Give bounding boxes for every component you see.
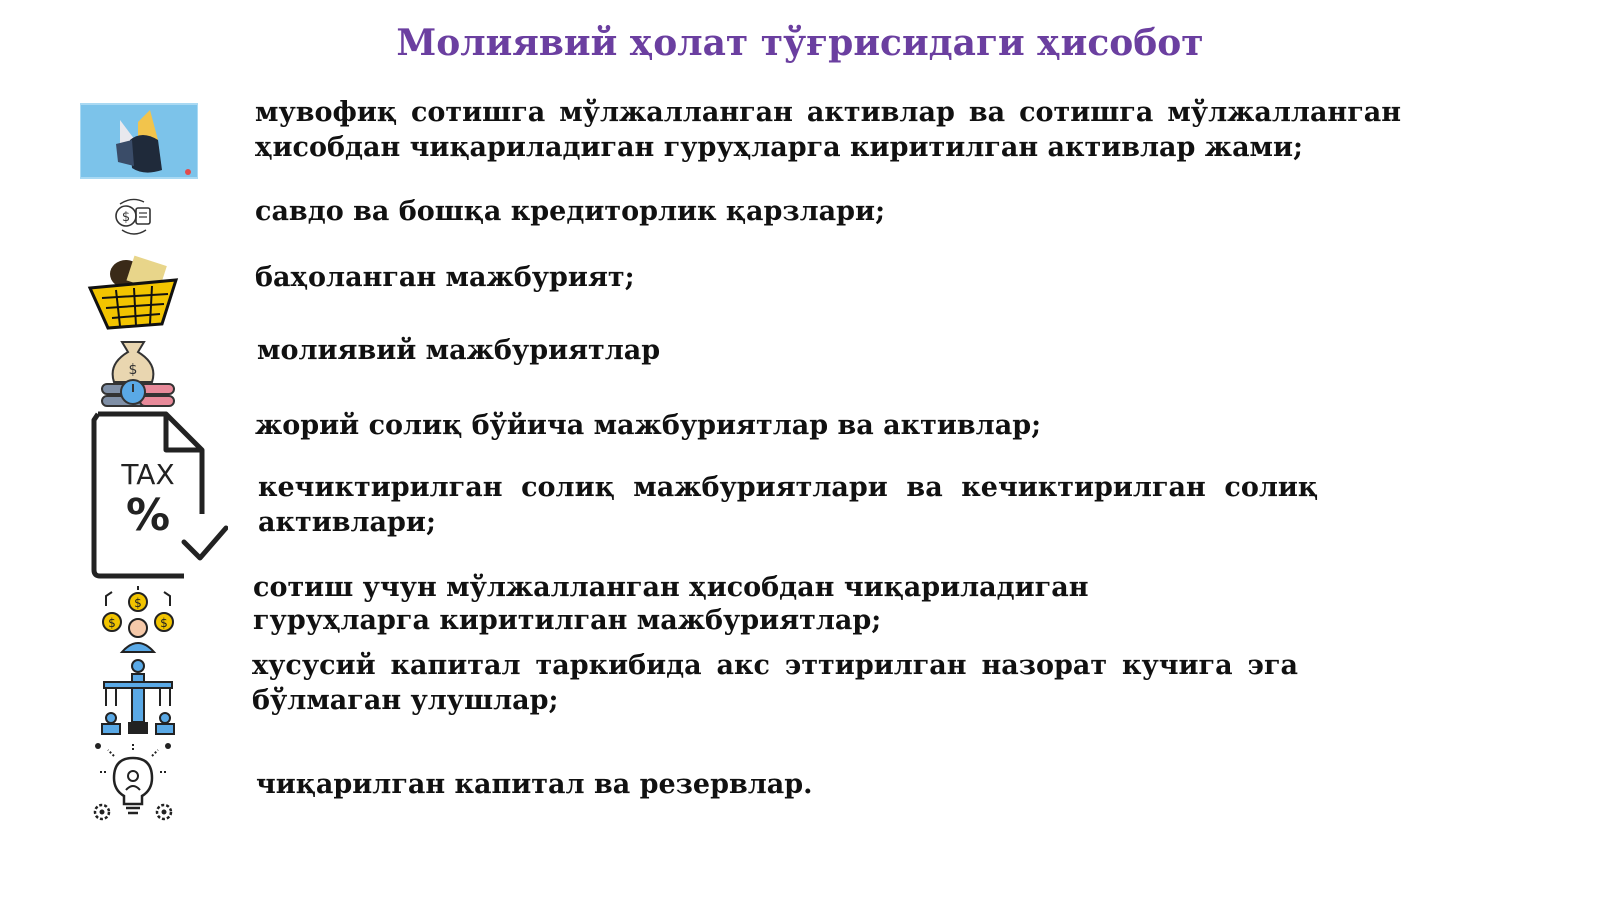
- list-item: молиявий мажбуриятлар: [257, 335, 661, 366]
- person-dollar-coins-icon: [98, 584, 178, 654]
- list-item: жорий солиқ бўйича мажбуриятлар ва активлар;: [255, 410, 1042, 441]
- svg-text:$: $: [121, 210, 131, 225]
- list-item: хусусий капитал таркибида акс эттирилган назорат кучига эга бўлмаган улушлар;: [252, 650, 1298, 716]
- page-title: Молиявий ҳолат тўғрисидаги ҳисобот: [396, 22, 1204, 64]
- tax-label: TAX: [121, 458, 175, 491]
- list-item: чиқарилган капитал ва резервлар.: [256, 769, 813, 800]
- svg-text:$: $: [134, 596, 142, 610]
- list-item: сотиш учун мўлжалланган ҳисобдан чиқариладиган гуруҳларга киритилган мажбуриятлар;: [253, 572, 1089, 636]
- percent-label: %: [125, 490, 171, 541]
- list-item: савдо ва бошқа кредиторлик қарзлари;: [255, 196, 886, 227]
- svg-text:$: $: [128, 362, 138, 378]
- shopping-basket-icon: [86, 254, 180, 332]
- lightbulb-gears-icon: [90, 738, 176, 824]
- hand-hologram-icon: [80, 100, 198, 184]
- tax-document-icon: [88, 410, 228, 580]
- svg-text:$: $: [108, 616, 116, 630]
- control-hierarchy-icon: [96, 658, 180, 738]
- svg-text:$: $: [160, 616, 168, 630]
- list-item: кечиктирилган солиқ мажбуриятлари ва кечиктирилган солиқ активлари;: [258, 472, 1318, 538]
- list-item: мувофиқ сотишга мўлжалланган активлар ва сотишга мўлжалланган ҳисобдан чиқариладиган гуруҳларга киритилган активлар жами;: [255, 97, 1401, 163]
- list-item: баҳоланган мажбурият;: [255, 262, 635, 293]
- money-exchange-icon: [112, 196, 156, 240]
- money-bag-coins-icon: [100, 334, 178, 410]
